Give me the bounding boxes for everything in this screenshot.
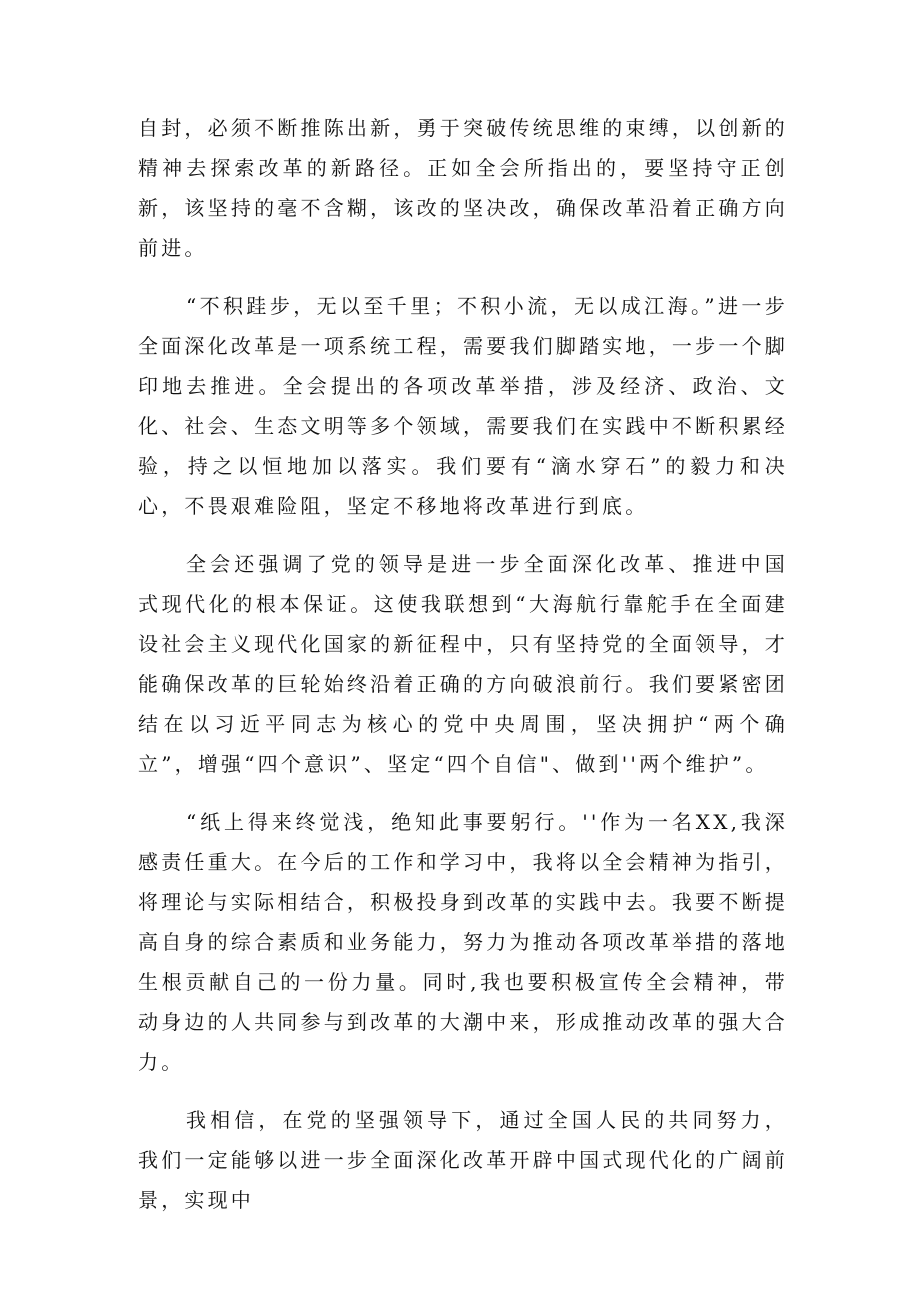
- paragraph-belief: 我相信，在党的坚强领导下，通过全国人民的共同努力，我们一定能够以进一步全面深化改革开辟中国式现代化的广阔前景，实现中: [138, 1108, 788, 1212]
- paragraph-party-leadership: 全会还强调了党的领导是进一步全面深化改革、推进中国式现代化的根本保证。这使我联想到“大海航行靠舵手在全面建设社会主义现代化国家的新征程中，只有坚持党的全面领导，才能确保改革的巨轮始终沿着正确的方向破浪前行。我们要紧密团结在以习近平同志为核心的党中央周围，坚决拥护“两个确立”，增强“四个意识”、坚定“四个自信"、做到''两个维护”。: [138, 552, 788, 776]
- paragraph-step-by-step: “不积跬步，无以至千里；不积小流，无以成江海。”进一步全面深化改革是一项系统工程，需要我们脚踏实地，一步一个脚印地去推进。全会提出的各项改革举措，涉及经济、政治、文化、社会、生态文明等多个领域，需要我们在实践中不断积累经验，持之以恒地加以落实。我们要有“滴水穿石”的毅力和决心，不畏艰难险阻，坚定不移地将改革进行到底。: [138, 294, 788, 518]
- paragraph-practice: “纸上得来终觉浅，绝知此事要躬行。''作为一名XX,我深感责任重大。在今后的工作和学习中，我将以全会精神为指引，将理论与实际相结合，积极投身到改革的实践中去。我要不断提高自身的综合素质和业务能力，努力为推动各项改革举措的落地生根贡献自己的一份力量。同时,我也要积极宣传全会精神，带动身边的人共同参与到改革的大潮中来，形成推动改革的强大合力。: [138, 810, 788, 1074]
- paragraph-continuation: 自封，必须不断推陈出新，勇于突破传统思维的束缚，以创新的精神去探索改革的新路径。正如全会所指出的，要坚持守正创新，该坚持的毫不含糊，该改的坚决改，确保改革沿着正确方向前进。: [138, 116, 788, 260]
- document-body: [138, 108, 788, 1238]
